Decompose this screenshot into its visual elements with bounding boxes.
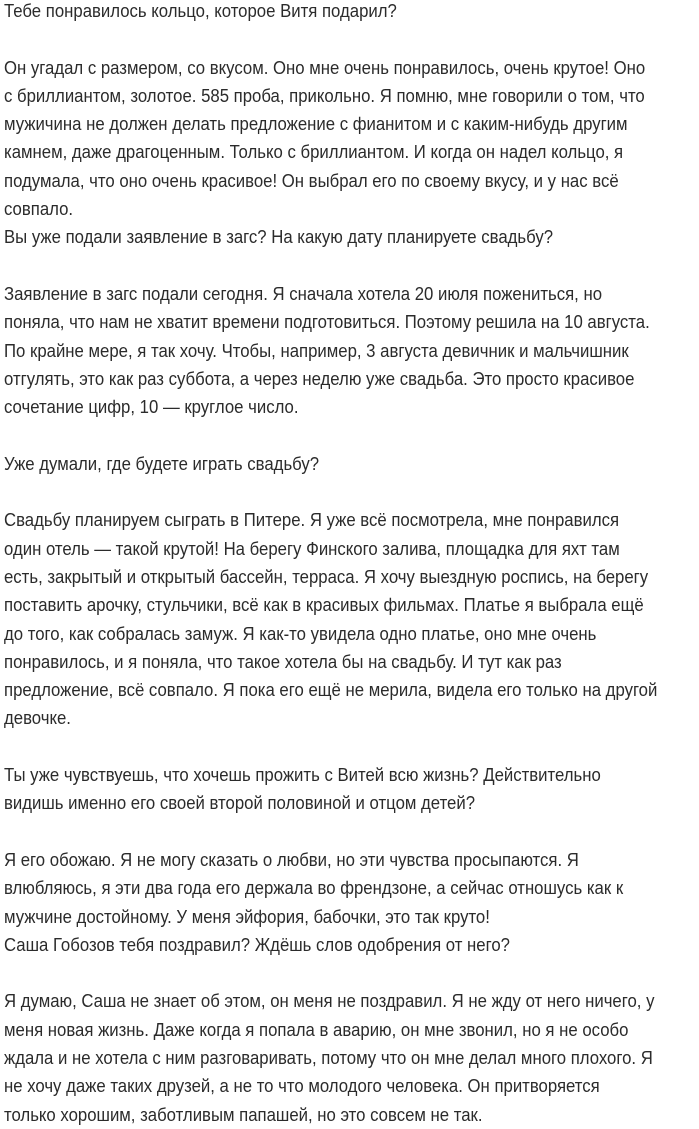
text-line: один отель — такой крутой! На берегу Финского залива, площадка для яхт там (4, 537, 620, 559)
text-line: сочетание цифр, 10 — круглое число. (4, 396, 299, 418)
text-line (4, 421, 692, 449)
text-line (4, 252, 692, 280)
text-line: не хочу даже таких друзей, а не то что молодого человека. Он притворяется (4, 1075, 600, 1097)
text-line: понравилось, и я поняла, что такое хотела бы на свадьбу. И тут как раз (4, 650, 562, 672)
text-line: Ты уже чувствуешь, что хочешь прожить с Витей всю жизнь? Действительно (4, 764, 601, 786)
text-line: мужчине достойному. У меня эйфория, бабочки, это так круто! (4, 905, 490, 927)
text-line: Уже думали, где будете играть свадьбу? (4, 452, 320, 474)
text-line: Свадьбу планируем сыграть в Питере. Я уже всё посмотрела, мне понравился (4, 509, 620, 531)
text-line: видишь именно его своей второй половиной и отцом детей? (4, 792, 476, 814)
text-line: Он угадал с размером, со вкусом. Оно мне очень понравилось, очень крутое! Оно (4, 56, 646, 78)
text-line: мужичина не должен делать предложение с фианитом и с каким-нибудь другим (4, 113, 628, 135)
text-line: Саша Гобозов тебя поздравил? Ждёшь слов одобрения от него? (4, 933, 510, 955)
text-line: поняла, что нам не хватит времени подготовиться. Поэтому решила на 10 августа. (4, 311, 650, 333)
text-line: отгулять, это как раз суббота, а через неделю уже свадьба. Это просто красивое (4, 367, 635, 389)
text-line (4, 25, 692, 53)
text-line: с бриллиантом, золотое. 585 проба, прикольно. Я помню, мне говорили о том, что (4, 84, 645, 106)
text-line: Я его обожаю. Я не могу сказать о любви, но эти чувства просыпаются. Я (4, 848, 579, 870)
text-line: камнем, даже драгоценным. Только с бриллиантом. И когда он надел кольцо, я (4, 141, 624, 163)
text-line: предложение, всё совпало. Я пока его ещё не мерила, видела его только на другой (4, 679, 658, 701)
text-line (4, 733, 692, 761)
text-line: ждала и не хотела с ним разговаривать, потому что он мне делал много плохого. Я (4, 1046, 653, 1068)
text-line: Я думаю, Саша не знает об этом, он меня не поздравил. Я не жду от него ничего, у (4, 990, 655, 1012)
text-line (4, 478, 692, 506)
text-line: поставить арочку, стульчики, всё как в красивых фильмах. Платье я выбрала ещё (4, 594, 644, 616)
text-line: до того, как собралась замуж. Я как-то увидела одно платье, оно мне очень (4, 622, 597, 644)
text-line (4, 959, 692, 987)
text-line: меня новая жизнь. Даже когда я попала в аварию, он мне звонил, но я не особо (4, 1018, 629, 1040)
text-line (4, 818, 692, 846)
text-line: есть, закрытый и открытый бассейн, терраса. Я хочу выездную роспись, на берегу (4, 565, 649, 587)
text-line: только хорошим, заботливым папашей, но это совсем не так. (4, 1103, 483, 1125)
text-line: Тебе понравилось кольцо, которое Витя подарил? (4, 0, 397, 21)
text-line: По крайне мере, я так хочу. Чтобы, например, 3 августа девичник и мальчишник (4, 339, 629, 361)
text-line: девочке. (4, 707, 71, 729)
text-line: подумала, что оно очень красивое! Он выбрал его по своему вкусу, и у нас всё (4, 169, 619, 191)
text-line: влюбляюсь, я эти два года его держала во френдзоне, а сейчас отношусь как к (4, 877, 624, 899)
text-line: Вы уже подали заявление в загс? На какую дату планируете свадьбу? (4, 226, 554, 248)
text-line: совпало. (4, 198, 74, 220)
interview-text (4, 0, 692, 1129)
text-line: Заявление в загс подали сегодня. Я сначала хотела 20 июля пожениться, но (4, 282, 603, 304)
